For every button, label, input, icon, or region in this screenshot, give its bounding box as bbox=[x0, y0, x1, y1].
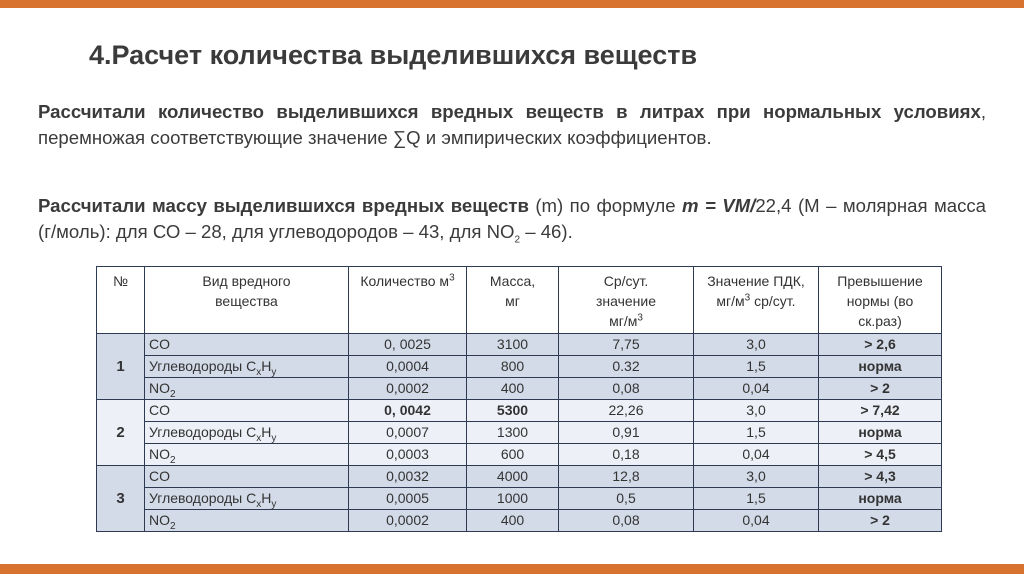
header-exceed bbox=[819, 267, 942, 334]
header-avg-sup: 3 bbox=[637, 312, 643, 324]
header-avg-wrap bbox=[586, 271, 666, 331]
cell-exceed: норма bbox=[819, 422, 942, 444]
substance-name: CO bbox=[145, 334, 349, 356]
sub: y bbox=[271, 498, 277, 510]
bottom-accent-bar bbox=[0, 564, 1024, 574]
cell-exceed: > 2 bbox=[819, 378, 942, 400]
slide-title: 4.Расчет количества выделившихся веществ bbox=[89, 40, 698, 70]
table-row bbox=[97, 444, 942, 466]
sub: x bbox=[256, 366, 262, 378]
cell-qty: 0, 0025 bbox=[349, 334, 467, 356]
cell-pdk: 0,04 bbox=[694, 378, 819, 400]
paragraph-volume-bold: Рассчитали количество выделившихся вредных веществ в литрах при нормальных условиях bbox=[38, 101, 981, 122]
cell-avg: 0.32 bbox=[559, 356, 694, 378]
table-row bbox=[97, 466, 942, 488]
cell-avg: 0,08 bbox=[559, 378, 694, 400]
table-row bbox=[97, 488, 942, 510]
cell-avg: 12,8 bbox=[559, 466, 694, 488]
cell-exceed: > 4,3 bbox=[819, 466, 942, 488]
cell-mass: 400 bbox=[467, 510, 559, 532]
paragraph-volume bbox=[38, 99, 986, 151]
table-row bbox=[97, 378, 942, 400]
cell-qty: 0,0002 bbox=[349, 510, 467, 532]
cell-qty: 0,0005 bbox=[349, 488, 467, 510]
header-num: № bbox=[97, 267, 145, 334]
cell-exceed: норма bbox=[819, 356, 942, 378]
sub: y bbox=[271, 366, 277, 378]
formula-main: m = VM/ bbox=[682, 195, 756, 216]
table-row bbox=[97, 510, 942, 532]
paragraph-volume-rest: , перемножая соответствующие значение ∑Q и эмпирических коэффициентов. bbox=[38, 101, 986, 148]
cell-mass: 4000 bbox=[467, 466, 559, 488]
header-mass-label: Масса, мг bbox=[489, 273, 536, 309]
substance-name: $NO_2$ bbox=[145, 510, 349, 532]
emissions-table bbox=[96, 266, 942, 532]
header-mass bbox=[467, 267, 559, 334]
cell-pdk: 0,04 bbox=[694, 510, 819, 532]
header-pdk-wrap bbox=[700, 271, 812, 311]
group-number: 2 bbox=[97, 400, 145, 466]
cell-avg: 7,75 bbox=[559, 334, 694, 356]
cell-mass: 1000 bbox=[467, 488, 559, 510]
cell-avg: 0,08 bbox=[559, 510, 694, 532]
header-substance bbox=[145, 267, 349, 334]
cell-avg: 0,5 bbox=[559, 488, 694, 510]
cell-qty: 0,0002 bbox=[349, 378, 467, 400]
cell-exceed: > 2 bbox=[819, 510, 942, 532]
sub: 2 bbox=[170, 388, 176, 400]
formula-rest: 22,4 bbox=[755, 195, 792, 216]
cell-mass: 400 bbox=[467, 378, 559, 400]
cell-qty: 0,0003 bbox=[349, 444, 467, 466]
header-pdk-sup: 3 bbox=[744, 292, 751, 304]
substance-name: CO bbox=[145, 400, 349, 422]
cell-qty: 0,0007 bbox=[349, 422, 467, 444]
cell-mass: 600 bbox=[467, 444, 559, 466]
paragraph-mass-end: – 46). bbox=[520, 221, 573, 242]
group-number: 3 bbox=[97, 466, 145, 532]
cell-exceed: > 4,5 bbox=[819, 444, 942, 466]
substance-name: Углеводороды $C_xH_y$ bbox=[145, 488, 349, 510]
cell-pdk: 3,0 bbox=[694, 466, 819, 488]
paragraph-mass-molar: (М – молярная масса (г/моль): для СО – 28, для углеводородов – 43, для NO bbox=[38, 195, 987, 242]
cell-pdk: 1,5 bbox=[694, 422, 819, 444]
header-pdk-label-2: ср/сут. bbox=[750, 293, 796, 309]
substance-name: Углеводороды $C_xH_y$ bbox=[145, 356, 349, 378]
cell-mass: 1300 bbox=[467, 422, 559, 444]
table-header-row bbox=[97, 267, 942, 334]
header-substance-label: Вид вредного вещества bbox=[202, 273, 291, 309]
cell-pdk: 0,04 bbox=[694, 444, 819, 466]
header-avg bbox=[559, 267, 694, 334]
cell-exceed: норма bbox=[819, 488, 942, 510]
cell-pdk: 3,0 bbox=[694, 334, 819, 356]
paragraph-mass-bold: Рассчитали массу выделившихся вредных веществ bbox=[38, 195, 529, 216]
table-row bbox=[97, 334, 942, 356]
sub: y bbox=[271, 432, 277, 444]
header-quantity-wrap bbox=[358, 271, 458, 291]
header-quantity-label: Количество м bbox=[360, 273, 450, 289]
table-body bbox=[97, 334, 942, 532]
sub: 2 bbox=[170, 520, 176, 532]
paragraph-mass bbox=[38, 193, 986, 245]
cell-qty: 0, 0042 bbox=[349, 400, 467, 422]
no2-subscript: 2 bbox=[514, 234, 521, 246]
cell-mass: 5300 bbox=[467, 400, 559, 422]
substance-name: CO bbox=[145, 466, 349, 488]
cell-mass: 3100 bbox=[467, 334, 559, 356]
cell-pdk: 1,5 bbox=[694, 488, 819, 510]
header-avg-label: Ср/сут. значение мг/м bbox=[595, 273, 657, 329]
group-number: 1 bbox=[97, 334, 145, 400]
cell-pdk: 3,0 bbox=[694, 400, 819, 422]
cell-exceed: > 7,42 bbox=[819, 400, 942, 422]
cell-qty: 0,0032 bbox=[349, 466, 467, 488]
cell-exceed: > 2,6 bbox=[819, 334, 942, 356]
cell-avg: 22,26 bbox=[559, 400, 694, 422]
formula bbox=[682, 195, 755, 216]
header-pdk-label: Значение ПДК, мг/м bbox=[707, 273, 805, 309]
substance-name: $NO_2$ bbox=[145, 444, 349, 466]
substance-name: Углеводороды $C_xH_y$ bbox=[145, 422, 349, 444]
cell-qty: 0,0004 bbox=[349, 356, 467, 378]
sub: x bbox=[256, 432, 262, 444]
substance-name: $NO_2$ bbox=[145, 378, 349, 400]
paragraph-mass-text: (m) по формуле bbox=[528, 195, 682, 216]
header-quantity bbox=[349, 267, 467, 334]
header-pdk bbox=[694, 267, 819, 334]
cell-mass: 800 bbox=[467, 356, 559, 378]
top-accent-bar bbox=[0, 0, 1024, 8]
sub: x bbox=[256, 498, 262, 510]
cell-pdk: 1,5 bbox=[694, 356, 819, 378]
table-row bbox=[97, 356, 942, 378]
table-row bbox=[97, 422, 942, 444]
header-quantity-sup: 3 bbox=[449, 272, 455, 284]
header-exceed-label: Превышение нормы (во ск.раз) bbox=[837, 273, 923, 329]
sub: 2 bbox=[170, 454, 176, 466]
cell-avg: 0,18 bbox=[559, 444, 694, 466]
cell-avg: 0,91 bbox=[559, 422, 694, 444]
table-row bbox=[97, 400, 942, 422]
